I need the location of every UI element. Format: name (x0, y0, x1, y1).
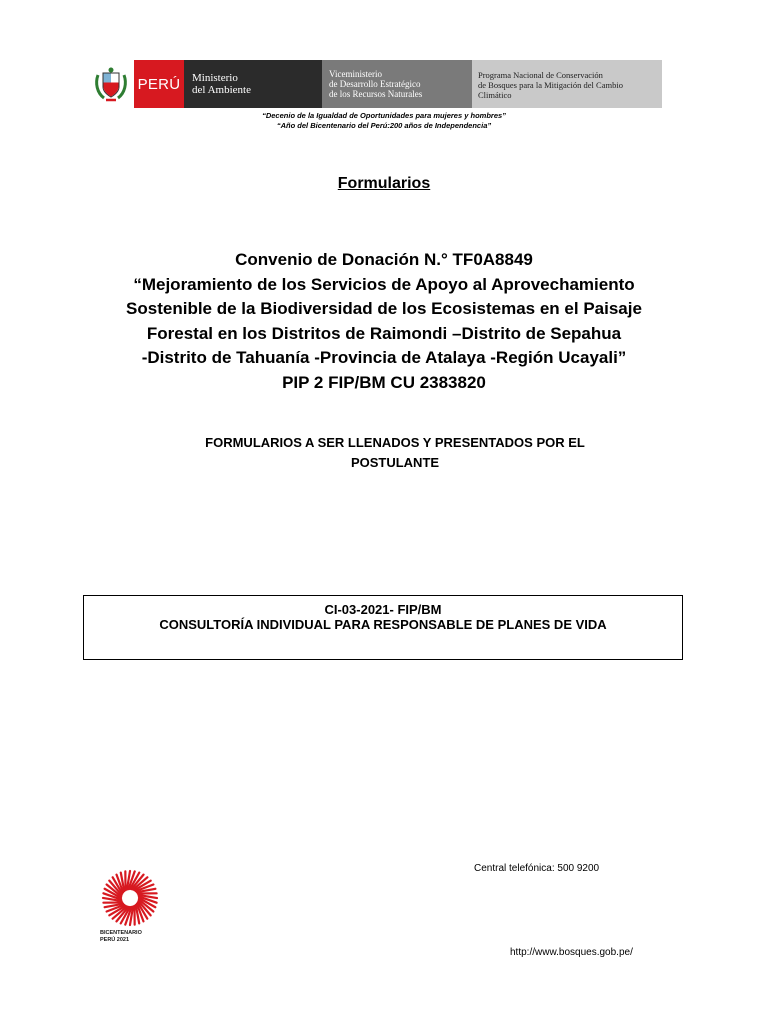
bicentenario-logo (100, 868, 170, 948)
phone-number: Central telefónica: 500 9200 (474, 863, 600, 874)
bicentenario-logo-icon (100, 868, 170, 928)
convenio-title (100, 248, 668, 395)
subtitle-line2: POSTULANTE (350, 455, 440, 470)
decenio-line1: “Decenio de la Igualdad de Oportunidades para mujeres y hombres” (262, 111, 506, 120)
convenio-line3: Sostenible de la Biodiversidad de los Ecosistemas en el Paisaje (126, 299, 642, 318)
convenio-line6: PIP 2 FIP/BM CU 2383820 (282, 372, 486, 392)
consultoria-box (83, 595, 683, 660)
convenio-line5: -Distrito de Tahuanía -Provincia de Atalaya -Región Ucayali” (141, 348, 627, 367)
viceministerio-label (322, 60, 472, 108)
bicentenario-line2: PERÚ 2021 (100, 936, 130, 943)
ci-code: CI-03-2021- FIP/BM (324, 602, 442, 617)
bicentenario-text (100, 930, 170, 943)
ministerio-line2: del Ambiente (192, 84, 251, 96)
page-title: Formularios (337, 175, 431, 192)
programa-line1: Programa Nacional de Conservación (478, 70, 603, 80)
vice-line2: de Desarrollo Estratégico (329, 79, 421, 89)
vice-line3: de los Recursos Naturales (329, 89, 423, 99)
decenio-line2: “Año del Bicentenario del Perú:200 años de Independencia” (276, 121, 492, 130)
subtitle-line1: FORMULARIOS A SER LLENADOS Y PRESENTADOS POR EL (205, 435, 585, 450)
ministerio-label (184, 60, 322, 108)
ci-title: CONSULTORÍA INDIVIDUAL PARA RESPONSABLE DE PLANES DE VIDA (159, 617, 607, 632)
convenio-line1: Convenio de Donación N.° TF0A8849 (235, 250, 533, 269)
programa-line3: Climático (478, 90, 512, 100)
formularios-subtitle (150, 433, 640, 473)
header-banner (88, 60, 662, 108)
coat-of-arms-icon (88, 60, 134, 108)
website-link[interactable]: http://www.bosques.gob.pe/ (510, 947, 633, 958)
vice-line1: Viceministerio (329, 69, 382, 79)
bicentenario-line1: BICENTENARIO (100, 930, 142, 936)
convenio-line2: “Mejoramiento de los Servicios de Apoyo al Aprovechamiento (133, 274, 635, 294)
ministerio-line1: Ministerio (192, 72, 238, 84)
convenio-line4: Forestal en los Distritos de Raimondi –Distrito de Sepahua (146, 323, 622, 343)
programa-line2: de Bosques para la Mitigación del Cambio (478, 80, 623, 90)
programa-label (472, 60, 662, 108)
peru-label: PERÚ (134, 60, 184, 108)
